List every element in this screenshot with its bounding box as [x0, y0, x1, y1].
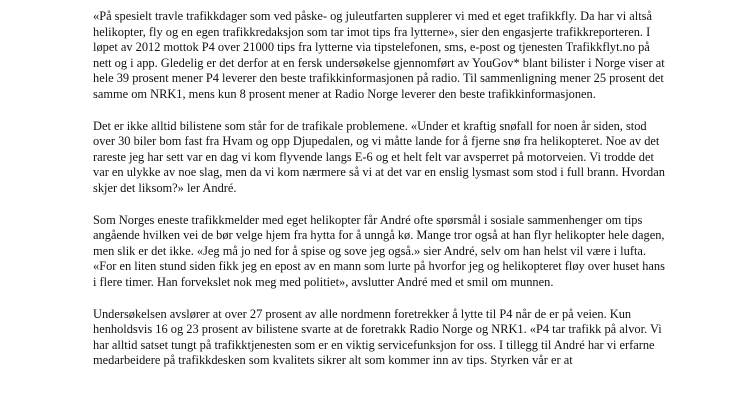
paragraph-traffic-plane: «På spesielt travle trafikkdager som ved påske- og juleutfarten supplerer vi med et eget trafikkfly. Da har vi altså helikopter, fly og en egen trafikkredaksjon som tar imot tips fra lytterne», sier den engasjerte trafikkreporteren. I løpet av 2012 mottok P4 over 21000 tips fra lytterne via tipstelefonen, sms, e-post og tjenesten Trafikkflyt.no på nett og i app. Gledelig er det derfor at en fersk undersøkelse gjennomført av YouGov* blant bilister i Norge viser at hele 39 prosent mener P4 leverer den beste trafikkinformasjonen på radio. Til sammenligning mener 25 prosent det samme om NRK1, mens kun 8 prosent mener at Radio Norge leverer den beste trafikkinformasjonen.: [93, 9, 665, 101]
document-page: [93, 9, 668, 385]
paragraph-survey-results: Undersøkelsen avslører at over 27 prosent av alle nordmenn foretrekker å lytte til P4 når de er på veien. Kun henholdsvis 16 og 23 prosent av bilistene svarte at de foretrakk Radio Norge og NRK1. «P4 tar trafikk på alvor. Vi har alltid satset tungt på trafikktjenesten som er en viktig servicefunksjon for oss. I tillegg til André har vi erfarne medarbeidere på trafikkdesken som kvalitets sikrer alt som kommer inn av tips. Styrken vår er at: [93, 306, 662, 368]
paragraph-helicopter-questions: Som Norges eneste trafikkmelder med eget helikopter får André ofte spørsmål i sosiale sammenhenger om tips angående hvilken vei de bør velge hjem fra hytta for å unngå kø. Mange tror også at han flyr helikopter hele dagen, men slik er det ikke. «Jeg må jo ned for å spise og sove jeg også.» sier André, selv om han helst vil være i lufta. «For en liten stund siden fikk jeg en epost av en mann som lurte på hvorfor jeg og helikopteret fløy over huset hans i flere timer. Han forvekslet nok meg med politiet», avslutter André med et smil om munnen.: [93, 212, 665, 289]
paragraph-snowfall-anecdote: Det er ikke alltid bilistene som står for de trafikale problemene. «Under et kraftig snøfall for noen år siden, stod over 30 biler bom fast fra Hvam og opp Djupedalen, og vi måtte lande for å fjerne snø fra helikopteret. Noe av det rareste jeg har sett var en dag vi kom flyvende langs E-6 og et helt felt var avsperret på motorveien. Vi trodde det var en ulykke av noe slag, men da vi kom nærmere så vi at det var en enslig lysmast som stod i full brann. Hvordan skjer det liksom?» ler André.: [93, 118, 665, 195]
